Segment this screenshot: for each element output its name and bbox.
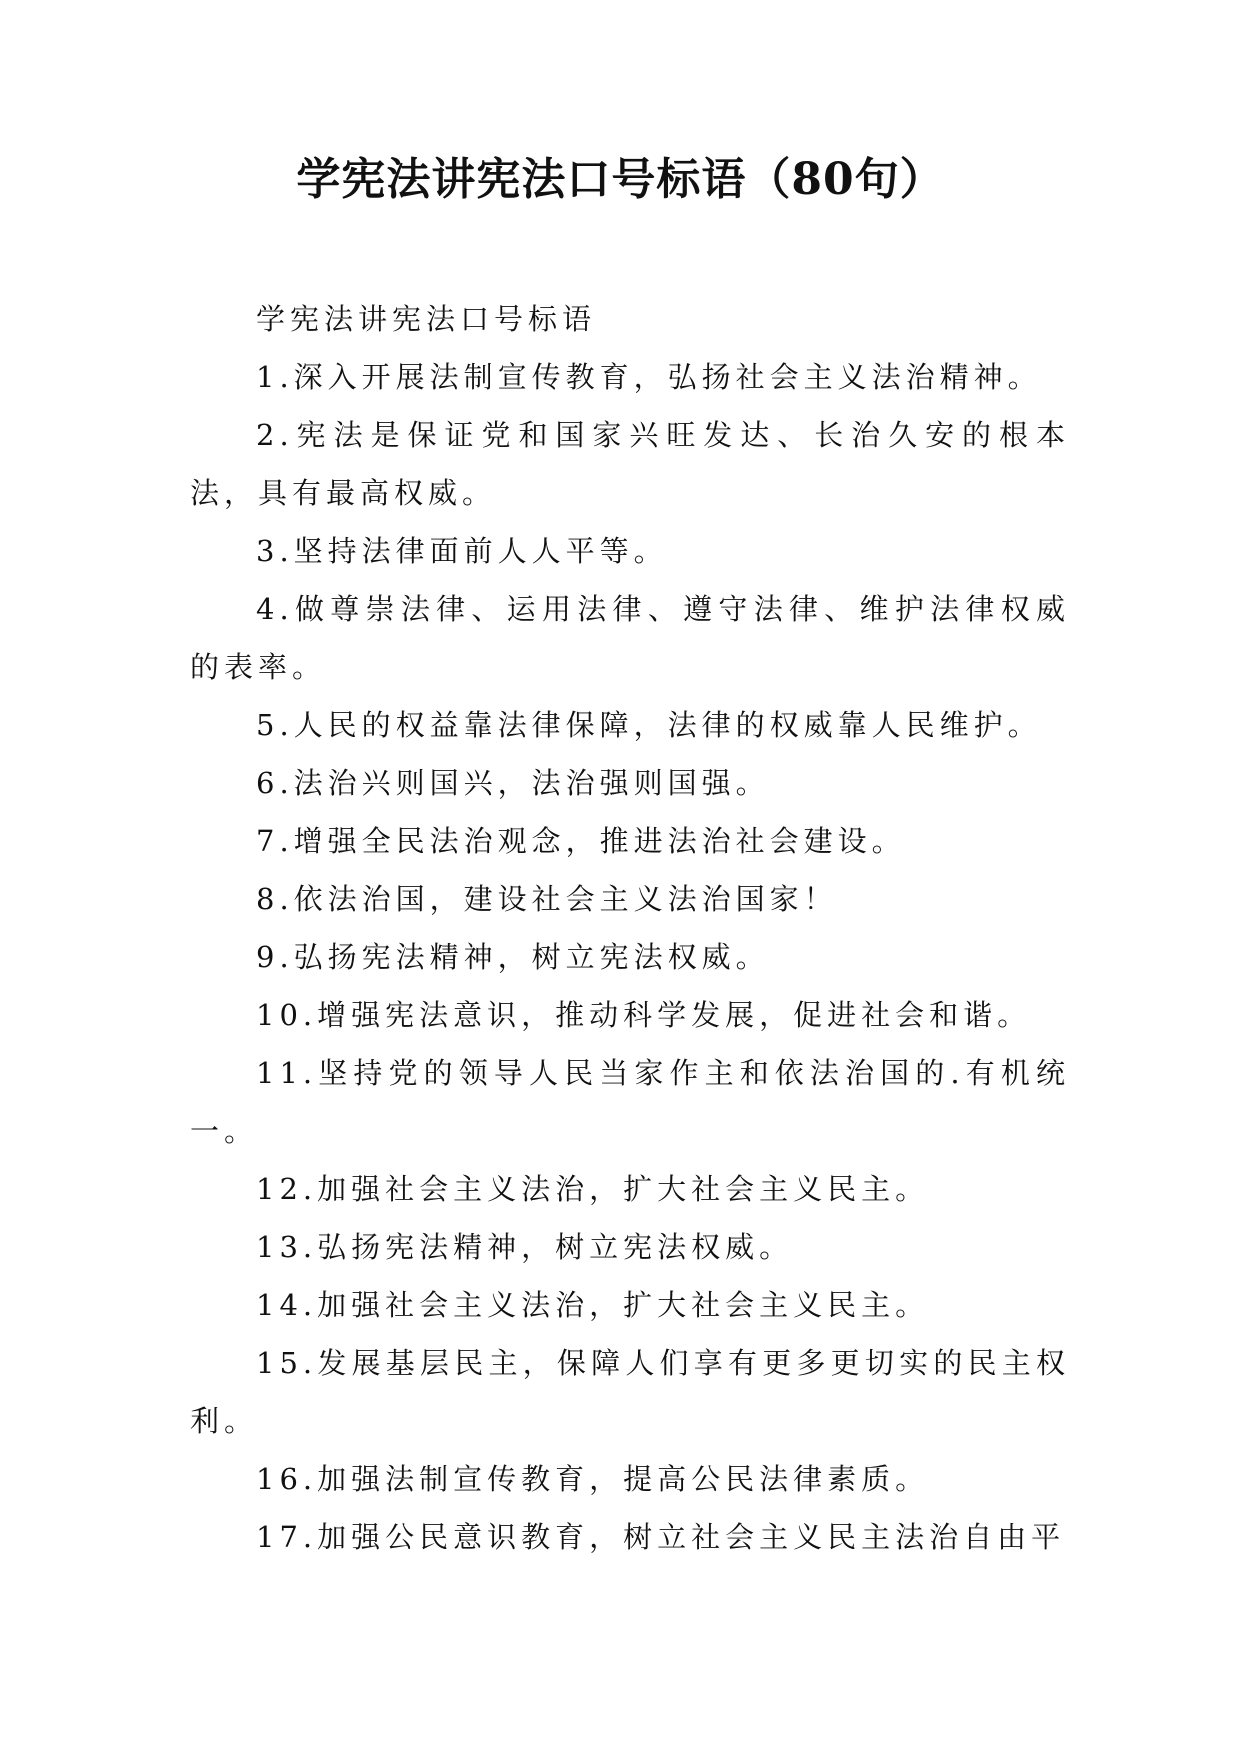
slogan-6: 6.法治兴则国兴，法治强则国强。 xyxy=(256,766,770,800)
slogan-2: 2.宪法是保证党和国家兴旺发达、长治久安的根本法，具有最高权威。 xyxy=(190,418,1070,510)
slogan-3: 3.坚持法律面前人人平等。 xyxy=(256,534,668,568)
slogan-17: 17.加强公民意识教育，树立社会主义民主法治自由平 xyxy=(256,1520,1066,1554)
slogan-11: 11.坚持党的领导人民当家作主和依法治国的.有机统一。 xyxy=(190,1056,1070,1148)
slogan-15: 15.发展基层民主，保障人们享有更多更切实的民主权利。 xyxy=(190,1346,1070,1438)
slogan-12: 12.加强社会主义法治，扩大社会主义民主。 xyxy=(256,1172,930,1206)
paragraph-subtitle: 学宪法讲宪法口号标语 xyxy=(256,302,597,336)
slogan-14: 14.加强社会主义法治，扩大社会主义民主。 xyxy=(256,1288,930,1322)
slogan-16: 16.加强法制宣传教育，提高公民法律素质。 xyxy=(256,1462,930,1496)
document-body xyxy=(190,290,1070,1566)
document-title: 学宪法讲宪法口号标语（80句） xyxy=(296,154,945,205)
slogan-8: 8.依法治国，建设社会主义法治国家！ xyxy=(256,882,838,916)
slogan-10: 10.增强宪法意识，推动科学发展，促进社会和谐。 xyxy=(256,998,1032,1032)
slogan-13: 13.弘扬宪法精神，树立宪法权威。 xyxy=(256,1230,794,1264)
slogan-7: 7.增强全民法治观念，推进法治社会建设。 xyxy=(256,824,906,858)
slogan-5: 5.人民的权益靠法律保障，法律的权威靠人民维护。 xyxy=(256,708,1042,742)
slogan-4: 4.做尊崇法律、运用法律、遵守法律、维护法律权威的表率。 xyxy=(190,592,1070,684)
slogan-1: 1.深入开展法制宣传教育，弘扬社会主义法治精神。 xyxy=(256,360,1042,394)
slogan-9: 9.弘扬宪法精神，树立宪法权威。 xyxy=(256,940,770,974)
